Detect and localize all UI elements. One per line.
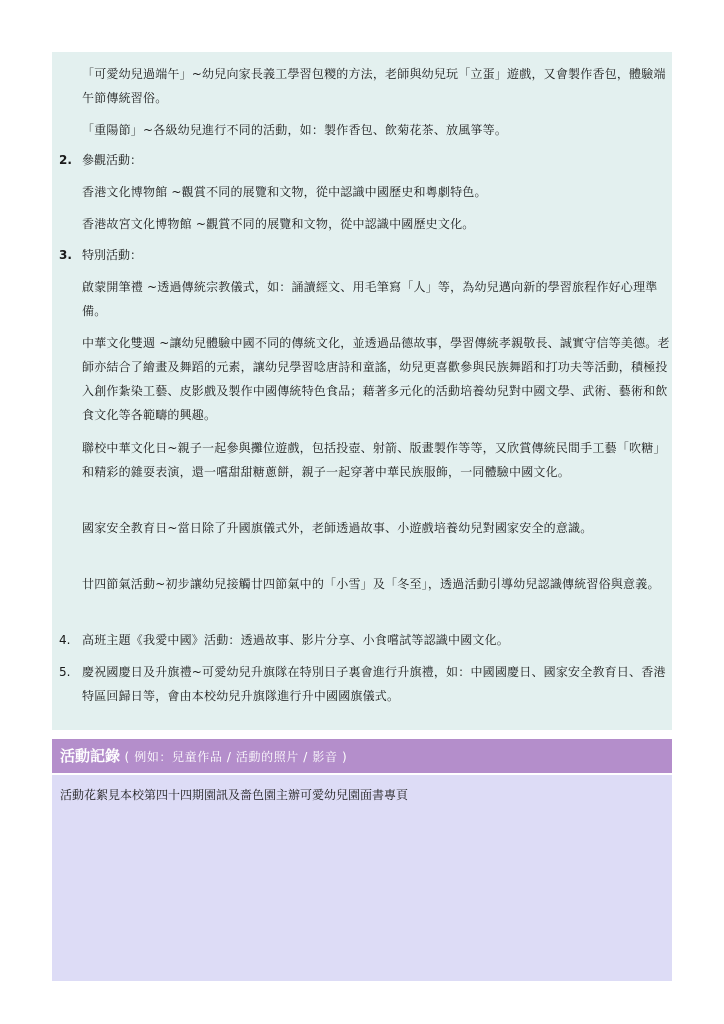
section-3-item: 國家安全教育日~當日除了升國旗儀式外，老師透過故事、小遊戲培養幼兒對國家安全的意識。 xyxy=(82,521,593,535)
section-5-text: 慶祝國慶日及升旗禮~可愛幼兒升旗隊在特別日子裏會進行升旗禮，如：中國國慶日、國家安全教育日、香港特區回歸日等，會由本校幼兒升旗隊進行升中國國旗儀式。 xyxy=(82,665,666,703)
section-2-item: 香港文化博物館 ~觀賞不同的展覽和文物，從中認識中國歷史和粵劇特色。 xyxy=(82,185,487,199)
section-3-title: 特別活動： xyxy=(82,248,143,262)
section-2-number: 2. xyxy=(59,153,72,167)
intro-chung-yeung: 「重陽節」~各級幼兒進行不同的活動，如：製作香包、飲菊花茶、放風箏等。 xyxy=(82,123,508,137)
section-3-number: 3. xyxy=(59,248,72,262)
section-3-item: 廿四節氣活動~初步讓幼兒接觸廿四節氣中的「小雪」及「冬至」，透過活動引導幼兒認識傳統習俗與意義。 xyxy=(82,577,660,591)
section-4-number: 4. xyxy=(59,633,71,647)
activity-record-title xyxy=(60,739,347,774)
activity-record-text: 活動花絮見本校第四十四期園訊及嗇色園主辦可愛幼兒園面書專頁 xyxy=(60,788,409,802)
record-subtitle-open: ( xyxy=(124,750,130,764)
section-4-text: 高班主題《我愛中國》活動：透過故事、影片分享、小食嚐試等認識中國文化。 xyxy=(82,633,510,647)
record-title: 活動記錄 xyxy=(60,747,121,765)
section-3-item: 啟蒙開筆禮 ~透過傳統宗教儀式，如：誦讀經文、用毛筆寫「人」等，為幼兒邁向新的學習旅程作好心理準備。 xyxy=(82,280,658,318)
section-5-number: 5. xyxy=(59,665,71,679)
section-3-item: 聯校中華文化日~親子一起參與攤位遊戲，包括投壺、射箭、版畫製作等等，又欣賞傳統民間手工藝「吹糖」和精彩的雜耍表演，還一嚐甜甜糖蔥餅，親子一起穿著中華民族服飾，一同體驗中國文化。 xyxy=(82,441,666,479)
activity-record-header xyxy=(52,739,672,773)
record-subtitle-close: ) xyxy=(342,750,348,764)
section-2-item: 香港故宮文化博物館 ~觀賞不同的展覽和文物，從中認識中國歷史文化。 xyxy=(82,217,475,231)
section-3-item: 中華文化雙週 ~讓幼兒體驗中國不同的傳統文化，並透過品德故事，學習傳統孝親敬長、誠實守信等美德。老師亦結合了繪畫及舞蹈的元素，讓幼兒學習唸唐詩和童謠，幼兒更喜歡參與民族舞蹈和打功夫等活動，積極投入創作紮染工藝、皮影戲及製作中國傳統特色食品；藉著多元化的活動培養幼兒對中國文學、武術、藝術和飲食文化等各範疇的興趣。 xyxy=(82,336,670,422)
section-2-title: 參觀活動： xyxy=(82,153,143,167)
activity-record-body xyxy=(52,775,672,981)
record-subtitle: 例如：兒童作品 / 活動的照片 / 影音 xyxy=(134,750,338,764)
intro-dragon-boat: 「可愛幼兒過端午」~幼兒向家長義工學習包糭的方法，老師與幼兒玩「立蛋」遊戲，又會製作香包，體驗端午節傳統習俗。 xyxy=(82,67,666,105)
